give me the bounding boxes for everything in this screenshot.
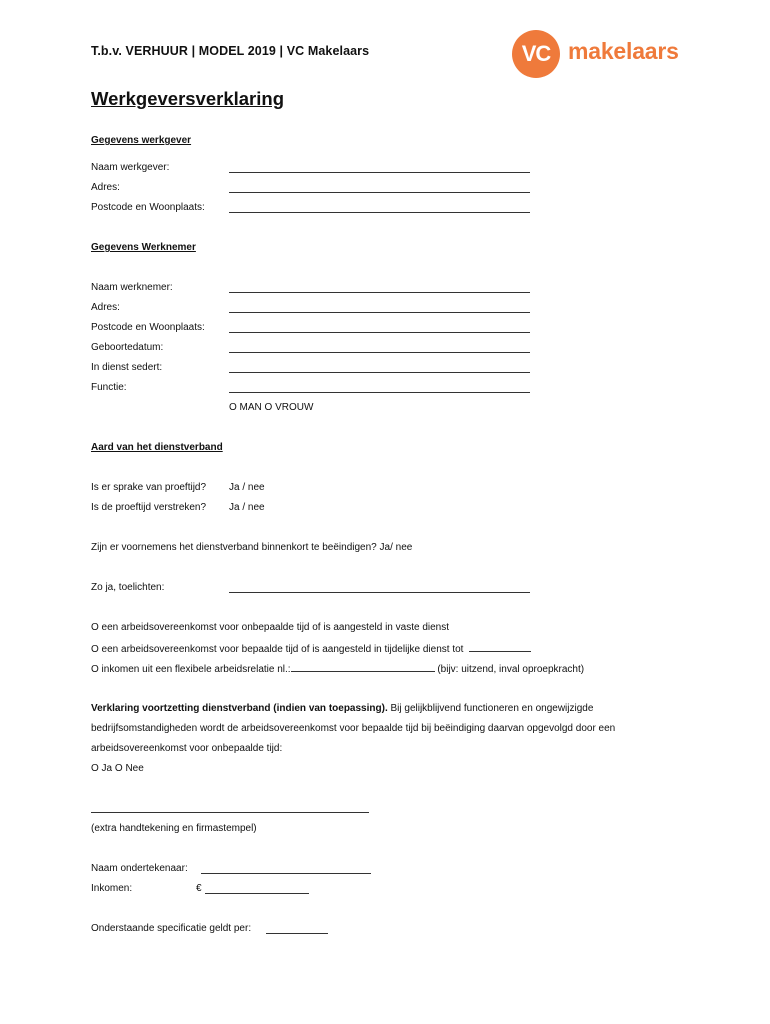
field-line-adres-werknemer[interactable]	[229, 312, 530, 313]
option-flexibele-label: O inkomen uit een flexibele arbeidsrelatie nl.:	[91, 664, 291, 675]
field-label-functie: Functie:	[91, 382, 127, 393]
field-line-naam-ondertekenaar[interactable]	[201, 873, 371, 874]
document-title: Werkgeversverklaring	[91, 88, 284, 109]
signature-line[interactable]	[91, 812, 369, 813]
field-label-postcode-werknemer: Postcode en Woonplaats:	[91, 322, 205, 333]
field-line-bepaalde-tijd-tot[interactable]	[469, 642, 531, 652]
signature-caption: (extra handtekening en firmastempel)	[91, 823, 257, 834]
question-beeindigen[interactable]: Zijn er voornemens het dienstverband binnenkort te beëindigen? Ja/ nee	[91, 542, 413, 553]
field-label-naam-werkgever: Naam werkgever:	[91, 162, 170, 173]
logo-mark: VC	[512, 30, 560, 78]
header-title: T.b.v. VERHUUR | MODEL 2019 | VC Makelaars	[91, 44, 370, 58]
option-onbepaalde-tijd[interactable]: O een arbeidsovereenkomst voor onbepaalde tijd of is aangesteld in vaste dienst	[91, 622, 450, 633]
section-heading-dienstverband: Aard van het dienstverband	[91, 442, 223, 453]
field-line-flexibele-arbeidsrelatie[interactable]	[291, 662, 435, 672]
answer-proeftijd-verstreken[interactable]: Ja / nee	[229, 502, 265, 513]
section-heading-werknemer: Gegevens Werknemer	[91, 242, 196, 253]
field-label-adres-werkgever: Adres:	[91, 182, 120, 193]
field-line-postcode-werknemer[interactable]	[229, 332, 530, 333]
currency-symbol: €	[196, 883, 202, 894]
option-bepaalde-tijd[interactable]	[91, 642, 531, 655]
gender-options[interactable]: O MAN O VROUW	[229, 402, 314, 413]
field-label-specificatie: Onderstaande specificatie geldt per:	[91, 923, 252, 934]
option-flexibele-suffix: (bijv: uitzend, inval oproepkracht)	[437, 664, 585, 675]
section-heading-werkgever: Gegevens werkgever	[91, 135, 192, 146]
field-line-adres-werkgever[interactable]	[229, 192, 530, 193]
voortzetting-line-3: arbeidsovereenkomst voor onbepaalde tijd:	[91, 743, 283, 754]
answer-proeftijd[interactable]: Ja / nee	[229, 482, 265, 493]
field-label-postcode-werkgever: Postcode en Woonplaats:	[91, 202, 205, 213]
field-line-geboortedatum[interactable]	[229, 352, 530, 353]
field-label-in-dienst-sedert: In dienst sedert:	[91, 362, 163, 373]
field-label-toelichten: Zo ja, toelichten:	[91, 582, 165, 593]
voortzetting-options[interactable]: O Ja O Nee	[91, 763, 144, 774]
field-line-naam-werkgever[interactable]	[229, 172, 530, 173]
field-line-functie[interactable]	[229, 392, 530, 393]
field-line-specificatie[interactable]	[266, 933, 328, 934]
question-proeftijd: Is er sprake van proeftijd?	[91, 482, 207, 493]
field-line-inkomen[interactable]	[205, 893, 309, 894]
field-label-adres-werknemer: Adres:	[91, 302, 120, 313]
field-label-naam-werknemer: Naam werknemer:	[91, 282, 173, 293]
option-flexibele-arbeidsrelatie[interactable]	[91, 662, 584, 675]
voortzetting-line-1	[91, 703, 593, 714]
field-line-postcode-werkgever[interactable]	[229, 212, 530, 213]
field-label-geboortedatum: Geboortedatum:	[91, 342, 164, 353]
field-line-toelichten[interactable]	[229, 592, 530, 593]
field-label-inkomen: Inkomen:	[91, 883, 133, 894]
option-bepaalde-tijd-label: O een arbeidsovereenkomst voor bepaalde tijd of is aangesteld in tijdelijke dienst tot	[91, 644, 464, 655]
voortzetting-text-1: Bij gelijkblijvend functioneren en ongewijzigde	[390, 703, 594, 714]
field-line-naam-werknemer[interactable]	[229, 292, 530, 293]
question-proeftijd-verstreken: Is de proeftijd verstreken?	[91, 502, 207, 513]
field-line-in-dienst-sedert[interactable]	[229, 372, 530, 373]
voortzetting-heading: Verklaring voortzetting dienstverband (indien van toepassing).	[91, 703, 388, 714]
voortzetting-line-2: bedrijfsomstandigheden wordt de arbeidsovereenkomst voor bepaalde tijd bij beëindiging daarvan opgevolgd door een	[91, 723, 616, 734]
logo-word: makelaars	[568, 38, 679, 64]
field-label-naam-ondertekenaar: Naam ondertekenaar:	[91, 863, 188, 874]
